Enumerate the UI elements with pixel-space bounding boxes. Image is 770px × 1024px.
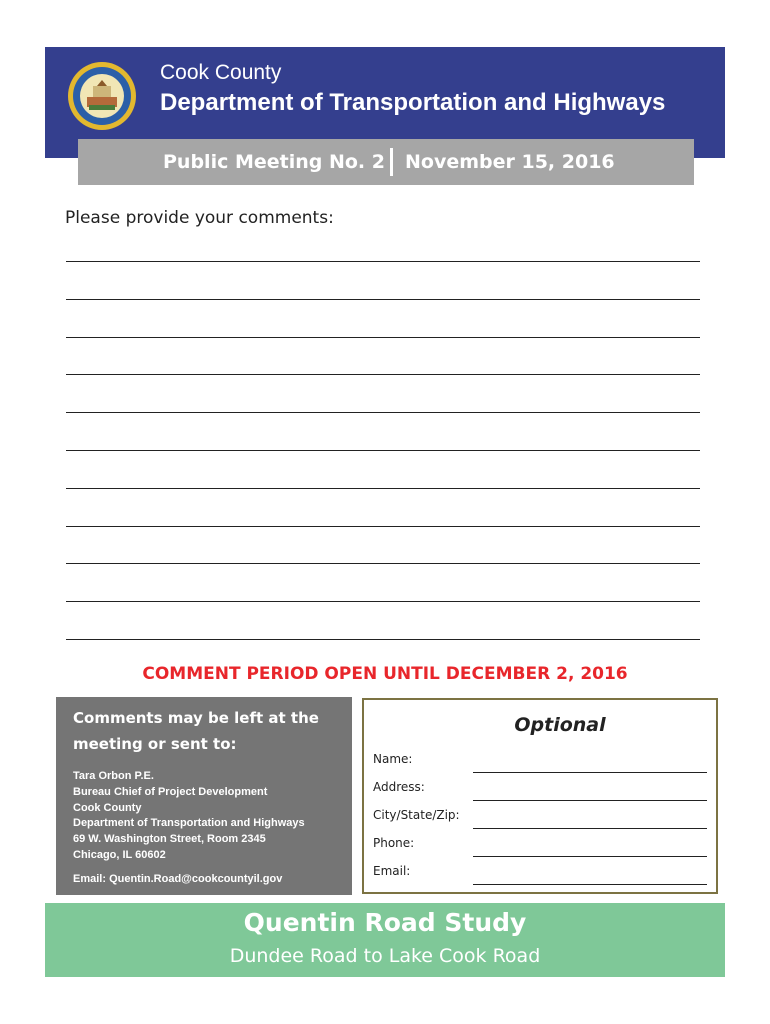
contact-line: Tara Orbon P.E.	[73, 770, 154, 782]
contact-line: 69 W. Washington Street, Room 2345	[73, 833, 266, 846]
comment-line[interactable]	[66, 526, 700, 527]
contact-line: Chicago, IL 60602	[73, 848, 166, 861]
name-label: Name:	[373, 752, 413, 766]
contact-box	[56, 697, 352, 895]
comment-line[interactable]	[66, 374, 700, 375]
city-state-zip-field[interactable]	[473, 828, 707, 829]
comment-line[interactable]	[66, 601, 700, 602]
comment-line[interactable]	[66, 412, 700, 413]
comment-line[interactable]	[66, 299, 700, 300]
optional-form	[362, 698, 718, 894]
city-state-zip-label: City/State/Zip:	[373, 808, 460, 822]
study-banner	[45, 903, 725, 977]
comment-line[interactable]	[66, 450, 700, 451]
name-field[interactable]	[473, 772, 707, 773]
county-seal-icon	[67, 61, 137, 131]
contact-line: Department of Transportation and Highways	[73, 817, 305, 830]
study-title: Quentin Road Study	[243, 908, 527, 937]
email-field[interactable]	[473, 884, 707, 885]
phone-field[interactable]	[473, 856, 707, 857]
meeting-bar	[78, 139, 694, 185]
comment-line[interactable]	[66, 563, 700, 564]
deadline-notice: COMMENT PERIOD OPEN UNTIL DECEMBER 2, 2016	[142, 664, 628, 684]
email-label: Email:	[373, 864, 411, 878]
study-subtitle: Dundee Road to Lake Cook Road	[229, 945, 541, 967]
divider	[390, 148, 393, 176]
contact-line: Cook County	[73, 801, 142, 814]
contact-line: Bureau Chief of Project Development	[73, 785, 268, 798]
comment-line[interactable]	[66, 639, 700, 640]
comment-line[interactable]	[66, 337, 700, 338]
comment-line[interactable]	[66, 488, 700, 489]
optional-title: Optional	[514, 714, 606, 736]
address-label: Address:	[373, 780, 425, 794]
comment-line[interactable]	[66, 261, 700, 262]
county-name: Cook County	[160, 61, 282, 84]
phone-label: Phone:	[373, 836, 415, 850]
contact-email: Email: Quentin.Road@cookcountyil.gov	[73, 873, 283, 885]
comments-prompt: Please provide your comments:	[65, 208, 334, 228]
contact-address	[73, 769, 305, 864]
department-name: Department of Transportation and Highways	[160, 89, 666, 116]
address-field[interactable]	[473, 800, 707, 801]
meeting-date: November 15, 2016	[405, 151, 615, 173]
meeting-label: Public Meeting No. 2	[163, 151, 385, 173]
contact-heading: Comments may be left at the meeting or sent to:	[73, 709, 319, 753]
